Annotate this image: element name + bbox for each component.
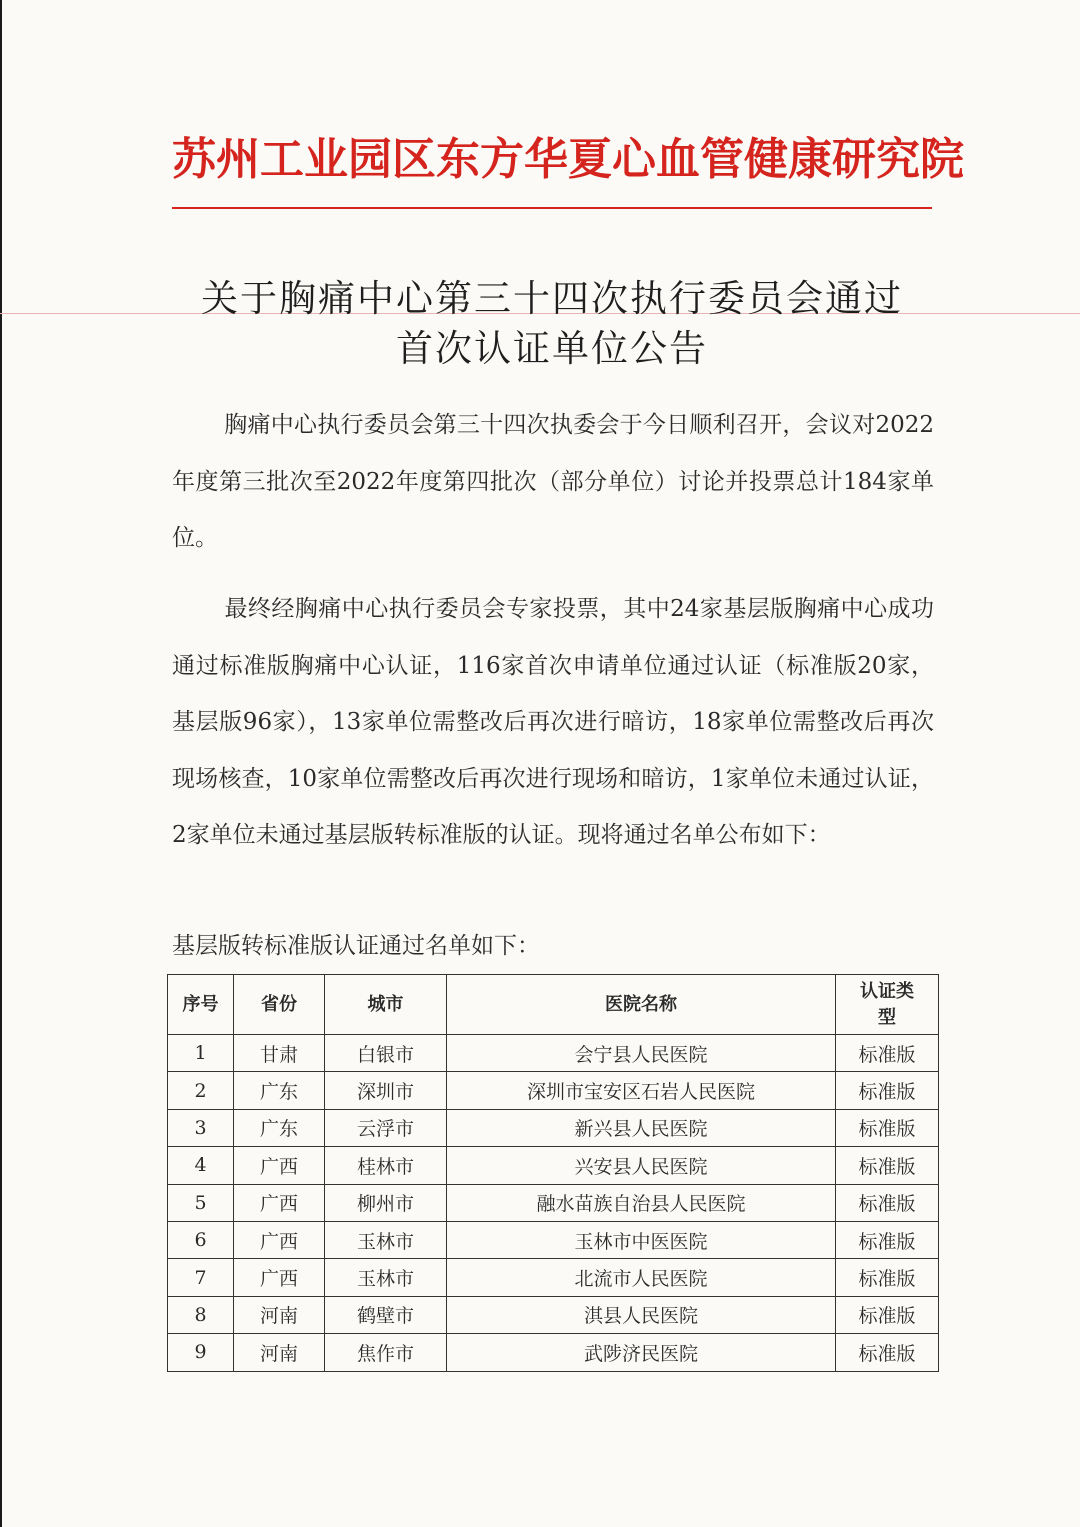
cell-no: 3 (168, 1109, 234, 1146)
cell-city: 云浮市 (325, 1109, 447, 1146)
cell-province: 广西 (234, 1147, 325, 1184)
table-row (168, 1184, 939, 1221)
cell-no: 5 (168, 1184, 234, 1221)
paragraph-vote-results (172, 581, 934, 864)
cell-hospital: 武陟济民医院 (447, 1334, 836, 1371)
certified-units-table (167, 974, 939, 1372)
cell-hospital: 新兴县人民医院 (447, 1109, 836, 1146)
cell-city: 桂林市 (325, 1147, 447, 1184)
header-cert-type (836, 975, 939, 1035)
cell-city: 鹤壁市 (325, 1296, 447, 1333)
table-row (168, 1296, 939, 1333)
list-heading: 基层版转标准版认证通过名单如下： (172, 933, 540, 959)
header-province: 省份 (234, 975, 325, 1035)
header-city: 城市 (325, 975, 447, 1035)
table-header-row (168, 975, 939, 1035)
cell-province: 广西 (234, 1259, 325, 1296)
cell-no: 4 (168, 1147, 234, 1184)
letterhead-org-name: 苏州工业园区东方华夏心血管健康研究院 (172, 134, 964, 185)
cell-cert-type: 标准版 (836, 1296, 939, 1333)
page-left-edge (0, 0, 2, 1527)
cell-city: 玉林市 (325, 1221, 447, 1258)
table-row (168, 1109, 939, 1146)
cell-cert-type: 标准版 (836, 1072, 939, 1109)
cell-no: 8 (168, 1296, 234, 1333)
cell-province: 河南 (234, 1296, 325, 1333)
cell-cert-type: 标准版 (836, 1184, 939, 1221)
title-line-1: 关于胸痛中心第三十四次执行委员会通过 (201, 277, 903, 320)
cell-province: 广西 (234, 1221, 325, 1258)
cell-no: 6 (168, 1221, 234, 1258)
cell-province: 广东 (234, 1109, 325, 1146)
cell-city: 焦作市 (325, 1334, 447, 1371)
table-row (168, 1259, 939, 1296)
table-row (168, 1072, 939, 1109)
table-row (168, 1334, 939, 1371)
cell-no: 7 (168, 1259, 234, 1296)
cell-city: 柳州市 (325, 1184, 447, 1221)
paragraph-meeting-summary (172, 397, 934, 567)
cell-cert-type: 标准版 (836, 1109, 939, 1146)
cell-city: 玉林市 (325, 1259, 447, 1296)
document-title (172, 274, 932, 374)
cell-no: 9 (168, 1334, 234, 1371)
table-row (168, 1221, 939, 1258)
cell-cert-type: 标准版 (836, 1147, 939, 1184)
table-row (168, 1147, 939, 1184)
header-hospital: 医院名称 (447, 975, 836, 1035)
cell-city: 白银市 (325, 1035, 447, 1072)
cell-hospital: 融水苗族自治县人民医院 (447, 1184, 836, 1221)
paragraph-2-text: 最终经胸痛中心执行委员会专家投票，其中24家基层版胸痛中心成功通过标准版胸痛中心认证，116家首次申请单位通过认证（标准版20家，基层版96家），13家单位需整改后再次进行暗访，18家单位需整改后再次现场核查，10家单位需整改后再次进行现场和暗访，1家单位未通过认证，2家单位未通过基层版转标准版的认证。现将通过名单公布如下： (172, 596, 934, 848)
title-line-2: 首次认证单位公告 (396, 327, 708, 370)
table-row (168, 1035, 939, 1072)
cell-cert-type: 标准版 (836, 1334, 939, 1371)
cell-province: 广东 (234, 1072, 325, 1109)
cell-cert-type: 标准版 (836, 1259, 939, 1296)
cell-cert-type: 标准版 (836, 1221, 939, 1258)
cell-hospital: 玉林市中医医院 (447, 1221, 836, 1258)
cell-hospital: 兴安县人民医院 (447, 1147, 836, 1184)
letterhead-red-rule (172, 207, 932, 209)
cell-province: 甘肃 (234, 1035, 325, 1072)
cell-no: 1 (168, 1035, 234, 1072)
cell-no: 2 (168, 1072, 234, 1109)
cell-hospital: 深圳市宝安区石岩人民医院 (447, 1072, 836, 1109)
cell-province: 河南 (234, 1334, 325, 1371)
cell-hospital: 北流市人民医院 (447, 1259, 836, 1296)
cell-cert-type: 标准版 (836, 1035, 939, 1072)
cell-hospital: 会宁县人民医院 (447, 1035, 836, 1072)
header-cert-type-line-2: 型 (878, 1006, 896, 1028)
header-cert-type-line-1: 认证类 (860, 980, 914, 1002)
cell-hospital: 淇县人民医院 (447, 1296, 836, 1333)
header-no: 序号 (168, 975, 234, 1035)
cell-city: 深圳市 (325, 1072, 447, 1109)
paragraph-1-text: 胸痛中心执行委员会第三十四次执委会于今日顺利召开，会议对2022年度第三批次至2022年度第四批次（部分单位）讨论并投票总计184家单位。 (172, 412, 934, 551)
cell-province: 广西 (234, 1184, 325, 1221)
